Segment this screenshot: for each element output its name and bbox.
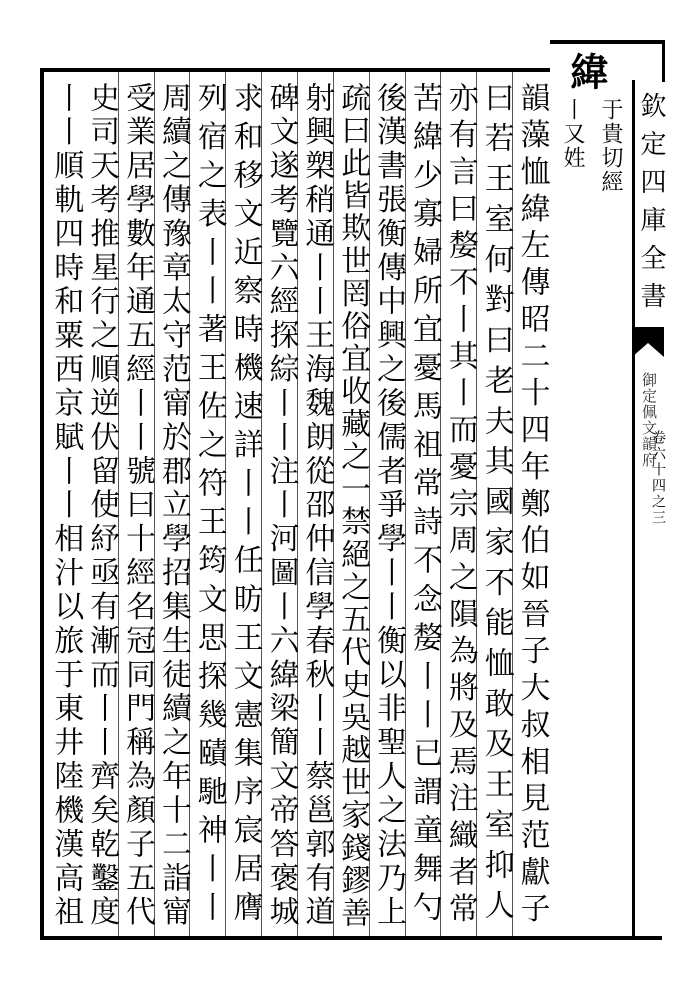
text-column-3: 亦有言曰嫠不丨其丨而憂宗周之隕為將及焉注織者常 bbox=[443, 82, 479, 930]
text-column-1: 韻藻恤緯左傳昭二十四年鄭伯如晉子大叔相見范獻子 bbox=[515, 82, 550, 930]
frame-left-border bbox=[40, 68, 44, 940]
text-column-14: 丨丨順軌四時和粟西京賦丨丨相汁以旅于東井陸機漢高祖 bbox=[48, 82, 84, 930]
text-column-6: 疏曰此皆欺世罔俗宜收藏之一禁絕之五代史吳越世家錢鏐善 bbox=[335, 82, 371, 930]
text-column-11: 周續之傳豫章太守范甯於郡立學招集生徒續之年十二詣甯 bbox=[156, 82, 192, 930]
text-column-5: 後漢書張衡傳中興之後儒者爭學丨丨衡以非聖人之法乃上 bbox=[371, 82, 407, 930]
text-column-4: 苦緯少寡婦所宜憂馬祖常詩不念嫠丨丨已謂童舞勺 bbox=[407, 82, 443, 930]
headword-class: 經 bbox=[598, 170, 623, 194]
headword-fanqie: 于貴切 bbox=[598, 98, 623, 170]
text-column-8: 碑文遂考覽六經探綜丨丨注丨河圖丨六緯梁簡文帝答褒城 bbox=[264, 82, 299, 930]
text-column-10: 列宿之表丨丨著王佐之符王筠文思探幾賾馳神丨丨 bbox=[192, 82, 228, 930]
text-column-9: 求和移文近察時機速詳丨丨任昉王文憲集序宸居膺 bbox=[228, 82, 264, 930]
headword-reading bbox=[598, 98, 622, 194]
margin-book-title: 欽定四庫全書 bbox=[636, 92, 666, 320]
text-column-13: 史司天考推星行之順逆伏留使紓亟有漸而丨丨齊矣乾鑿度 bbox=[84, 82, 120, 930]
headword-character: 緯 bbox=[564, 52, 609, 90]
frame-bottom-border bbox=[40, 936, 662, 940]
margin-divider bbox=[632, 80, 635, 940]
margin-work-title: 御定佩文韻府 bbox=[640, 372, 658, 468]
text-column-2: 曰若王室何對曰老夫其國家不能恤敢及王室抑人 bbox=[479, 82, 515, 930]
margin-volume-number: 卷六十四之三 bbox=[650, 430, 666, 526]
text-column-12: 受業居學數年通五經丨丨號曰十經名冠同門稱為顏子五代 bbox=[120, 82, 156, 930]
headword-note: 丨又姓 bbox=[560, 98, 585, 170]
text-column-7: 射興槊稍通丨丨王海魏朗從邵仲信學春秋丨丨蔡邕郭有道 bbox=[299, 82, 335, 930]
fishtail-mark-icon bbox=[630, 325, 666, 359]
